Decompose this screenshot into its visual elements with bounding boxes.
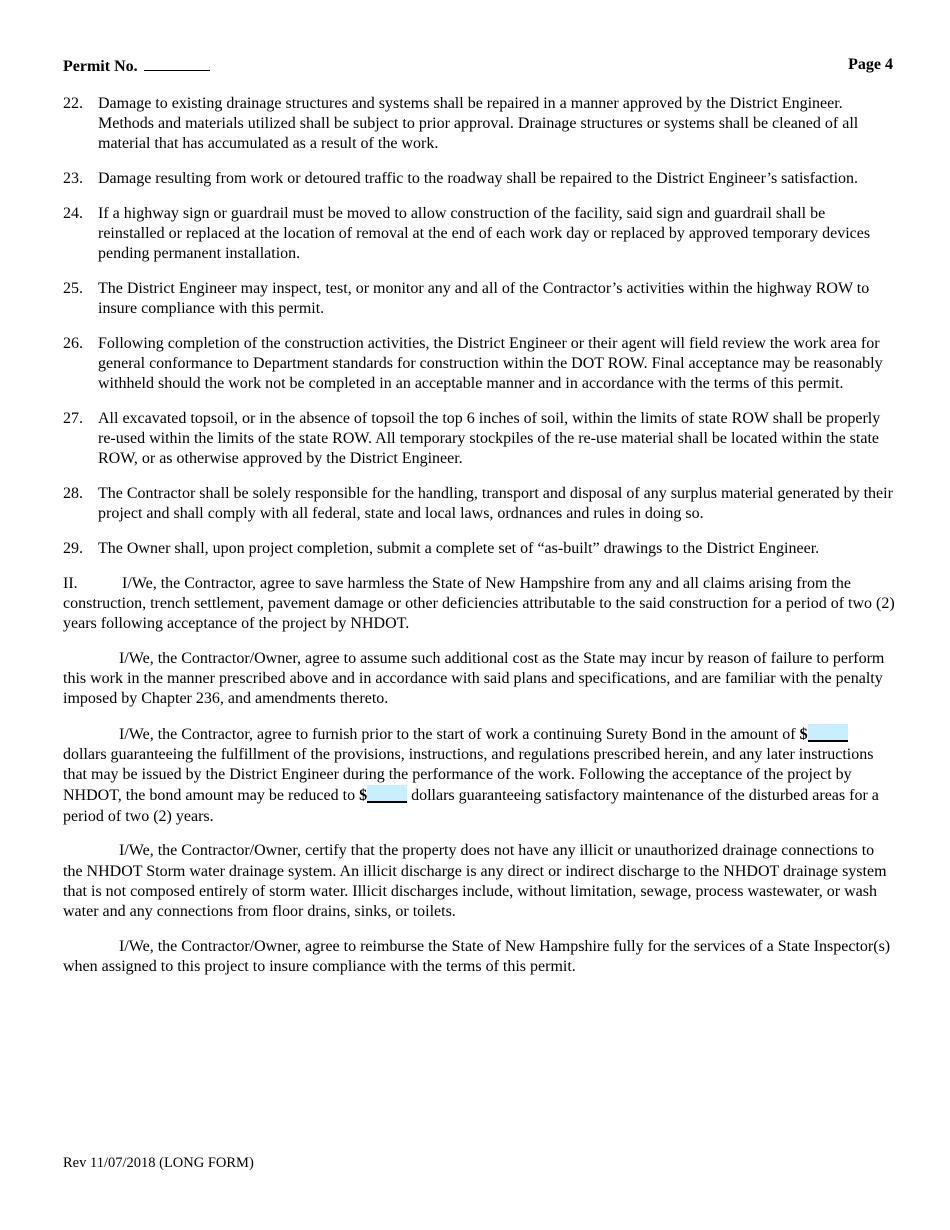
item-number: 26. (63, 334, 83, 352)
section-ii-text: I/We, the Contractor, agree to save harmless the State of New Hampshire from any and all claims arising from the construction, trench settlement, pavement damage or other deficiencies attributable to the said construction for a period of two (2) years following acceptance of the project by NHDOT. (63, 574, 895, 633)
item-number: 23. (63, 170, 83, 188)
permit-number-field[interactable] (144, 56, 210, 71)
item-text: Following completion of the construction activities, the District Engineer or their agent will field review the work area for general conformance to Department standards for construction within the DOT ROW. Final acceptance may be reasonably withheld should the work not be completed in an acceptable manner and in accordance with the terms of this permit. (98, 334, 883, 393)
additional-cost-paragraph: I/We, the Contractor/Owner, agree to assume such additional cost as the State may incur by reason of failure to perform this work in the manner prescribed above and in accordance with said plans and specifications, and are familiar with the penalty imposed by Chapter 236, and amendments thereto. (63, 649, 885, 708)
page-header (63, 56, 893, 80)
item-text: Damage to existing drainage structures and systems shall be repaired in a manner approved by the District Engineer. Methods and materials utilized shall be subject to prior approval. Drainage structures or systems shall be cleaned of all material that has accumulated as a result of the work. (98, 95, 859, 153)
reimburse-paragraph: I/We, the Contractor/Owner, agree to reimburse the State of New Hampshire fully for the services of a State Inspector(s) when assigned to this project to insure compliance with the terms of this permit. (63, 937, 891, 975)
illicit-discharge-paragraph: I/We, the Contractor/Owner, certify that the property does not have any illicit or unauthorized drainage connections to the NHDOT Storm water drainage system. An illicit discharge is any direct or indirect discharge to the NHDOT drainage system that is not composed entirely of storm water. Illicit discharges include, without limitation, sewage, process wastewater, or wash water and any connections from floor drains, sinks, or toilets. (63, 842, 887, 920)
item-number: 25. (63, 279, 83, 297)
revision-footer: Rev 11/07/2018 (LONG FORM) (63, 1155, 254, 1171)
condition-item-28 (63, 484, 895, 524)
bond-amount-field[interactable] (808, 724, 848, 742)
reduced-bond-amount-field[interactable] (367, 785, 407, 803)
item-text: The District Engineer may inspect, test, or monitor any and all of the Contractor’s activities within the highway ROW to insure compliance with this permit. (98, 279, 870, 318)
document-body (63, 94, 895, 992)
section-label: II. (63, 574, 78, 592)
page-number: Page 4 (848, 56, 893, 73)
condition-item-25 (63, 279, 895, 319)
dollar-sign: $ (799, 725, 808, 743)
condition-item-26 (63, 334, 895, 395)
item-number: 22. (63, 95, 83, 112)
dollar-sign: $ (359, 787, 368, 805)
item-text: The Contractor shall be solely responsible for the handling, transport and disposal of any surplus material generated by their project and shall comply with all federal, state and local laws, ordnances and rules in doing so. (98, 485, 893, 523)
surety-bond-paragraph (63, 724, 895, 827)
item-text: If a highway sign or guardrail must be moved to allow construction of the facility, said sign and guardrail shall be reinstalled or replaced at the location of removal at the end of each work day or replaced by approved temporary devices pending permanent installation. (98, 204, 871, 263)
item-number: 24. (63, 204, 83, 222)
item-text: Damage resulting from work or detoured traffic to the roadway shall be repaired to the District Engineer’s satisfaction. (98, 170, 859, 188)
item-text: The Owner shall, upon project completion, submit a complete set of “as-built” drawings to the District Engineer. (98, 539, 820, 557)
permit-number (63, 56, 210, 76)
section-ii-paragraph (63, 574, 895, 635)
condition-item-22 (63, 94, 895, 155)
item-text: All excavated topsoil, or in the absence of topsoil the top 6 inches of soil, within the limits of state ROW shall be properly re-used within the limits of the state ROW. All temporary stockpiles of the re-use material shall be located within the state ROW, or as otherwise approved by the District Engineer. (98, 409, 881, 468)
item-number: 29. (63, 539, 83, 557)
bond-text-part2: dollars guaranteeing the fulfillment of the provisions, instructions, and regulations prescribed herein, and any later instructions that may be issued by the District Engineer during the performance of the work. Following the acceptance of the project by NHDOT, the bond amount may be reduced to (63, 746, 874, 805)
item-number: 28. (63, 485, 83, 503)
condition-item-23 (63, 169, 895, 189)
condition-item-27 (63, 409, 895, 470)
bond-text-part3: dollars guaranteeing satisfactory maintenance of the disturbed areas for a period of two (2) years. (63, 787, 879, 825)
condition-item-24 (63, 204, 895, 265)
bond-text-part1: I/We, the Contractor, agree to furnish prior to the start of work a continuing Surety Bond in the amount of (119, 725, 796, 743)
permit-label: Permit No. (63, 58, 138, 75)
item-number: 27. (63, 409, 83, 427)
condition-item-29 (63, 539, 895, 559)
